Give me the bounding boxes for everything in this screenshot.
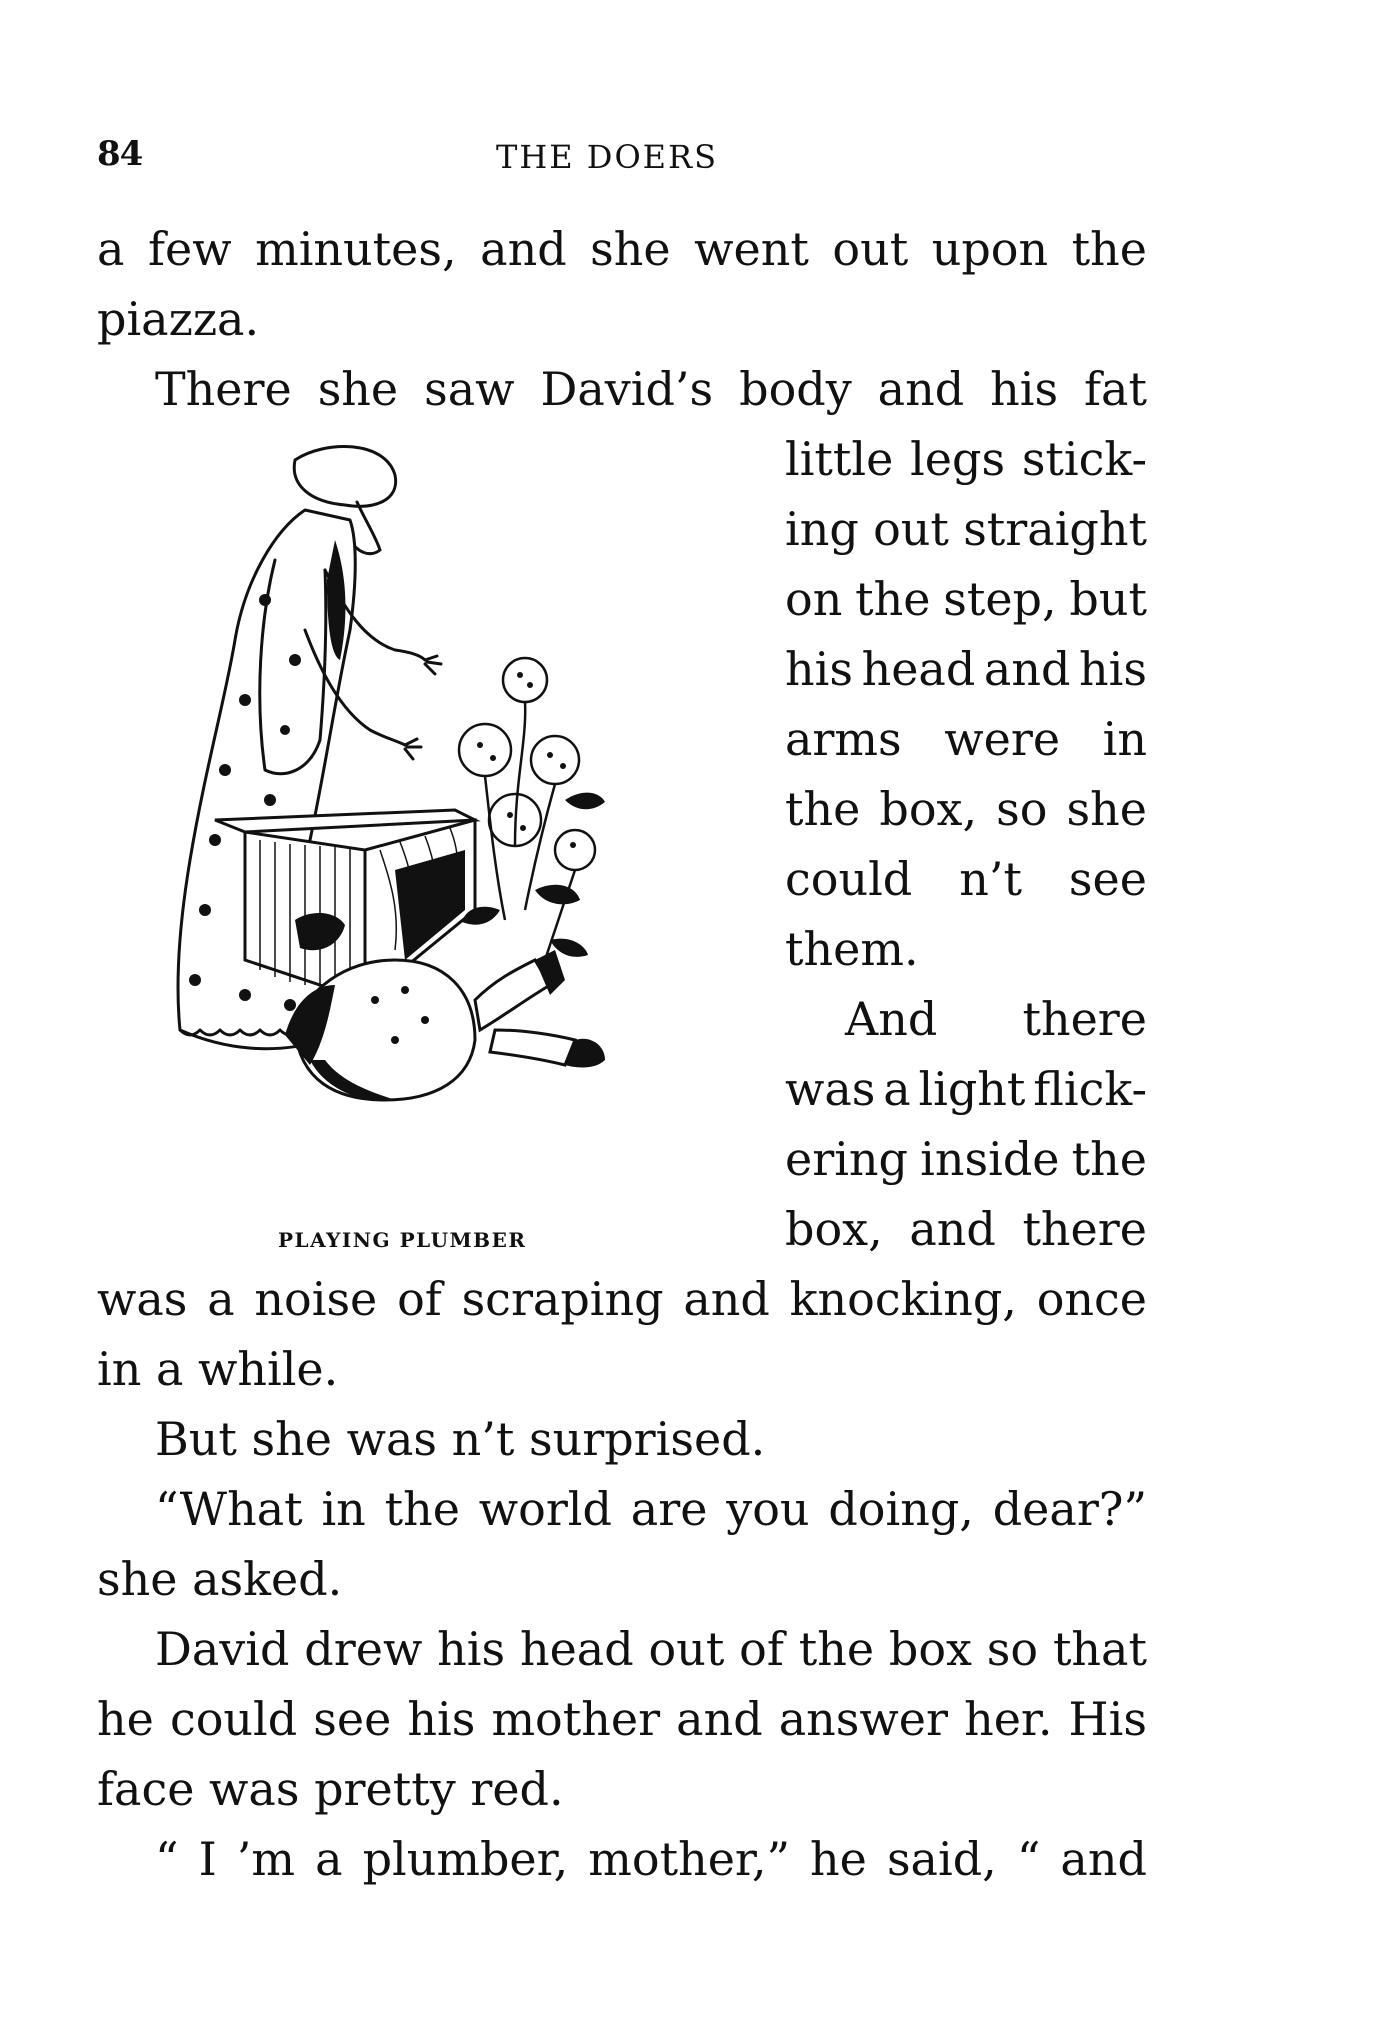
- word: you: [726, 1482, 810, 1536]
- word: the: [384, 1482, 460, 1536]
- word: out: [873, 502, 949, 556]
- word: was: [785, 1062, 876, 1116]
- word: his: [407, 1692, 476, 1746]
- word: knocking,: [789, 1272, 1017, 1326]
- word: step,: [943, 572, 1057, 626]
- word: his: [990, 362, 1059, 416]
- word: out: [648, 1622, 725, 1676]
- word: box,: [785, 1202, 883, 1256]
- word: a: [883, 1062, 911, 1116]
- text-line: [97, 1264, 1147, 1334]
- illustration-drawing: [95, 440, 755, 1200]
- word: could: [785, 852, 913, 906]
- word: she: [590, 222, 671, 276]
- word: the: [1071, 1132, 1147, 1186]
- text-line: [155, 1824, 1147, 1894]
- word: His: [1068, 1692, 1147, 1746]
- word: legs: [910, 432, 1006, 486]
- word: see: [1068, 852, 1147, 906]
- text-line: [785, 564, 1147, 634]
- illustration-playing-plumber: [95, 440, 755, 1200]
- word: in: [1102, 712, 1147, 766]
- word: n’t: [959, 852, 1022, 906]
- word: scraping: [461, 1272, 664, 1326]
- word: the: [1071, 222, 1147, 276]
- word: and: [983, 642, 1071, 696]
- word: that: [1052, 1622, 1147, 1676]
- word: the: [785, 782, 861, 836]
- word: was: [97, 1272, 188, 1326]
- text-line: face was pretty red.: [97, 1762, 564, 1816]
- word: his: [1079, 642, 1147, 696]
- word: see: [313, 1692, 392, 1746]
- word: David: [155, 1622, 290, 1676]
- word: minutes,: [255, 222, 457, 276]
- text-line: [155, 1474, 1147, 1544]
- word: world: [478, 1482, 612, 1536]
- text-line: piazza.: [97, 292, 260, 346]
- word: so: [996, 782, 1048, 836]
- word: arms: [785, 712, 902, 766]
- word: and: [877, 362, 965, 416]
- word: And: [845, 992, 938, 1046]
- word: and: [1060, 1832, 1147, 1886]
- text-line: [155, 1614, 1147, 1684]
- word: I: [198, 1832, 217, 1886]
- word: his: [785, 642, 853, 696]
- word: David’s: [540, 362, 714, 416]
- word: doing,: [828, 1482, 974, 1536]
- text-line: [97, 1684, 1147, 1754]
- word: once: [1036, 1272, 1147, 1326]
- illustration-caption: PLAYING PLUMBER: [278, 1228, 527, 1252]
- word: there: [1022, 1202, 1147, 1256]
- word: are: [630, 1482, 708, 1536]
- text-line: in a while.: [97, 1342, 339, 1396]
- word: mother,”: [588, 1832, 790, 1886]
- text-line: But she was n’t surprised.: [155, 1412, 766, 1466]
- word: upon: [931, 222, 1049, 276]
- word: his: [437, 1622, 506, 1676]
- word: head: [861, 642, 976, 696]
- word: “: [155, 1832, 179, 1886]
- word: inside: [920, 1132, 1060, 1186]
- text-line: [785, 1124, 1147, 1194]
- word: the: [855, 572, 931, 626]
- word: of: [739, 1622, 784, 1676]
- running-head: THE DOERS: [496, 138, 719, 176]
- word: and: [909, 1202, 996, 1256]
- word: drew: [304, 1622, 423, 1676]
- word: noise: [254, 1272, 378, 1326]
- text-line: them.: [785, 922, 919, 976]
- word: light: [918, 1062, 1026, 1116]
- text-line: [785, 424, 1147, 494]
- word: and: [480, 222, 567, 276]
- text-line: [785, 774, 1147, 844]
- word: ering: [785, 1132, 908, 1186]
- text-line: [97, 214, 1147, 284]
- word: box: [888, 1622, 972, 1676]
- text-line: [785, 494, 1147, 564]
- word: of: [397, 1272, 442, 1326]
- word: body: [739, 362, 852, 416]
- word: “: [1016, 1832, 1041, 1886]
- word: There: [155, 362, 292, 416]
- word: a: [207, 1272, 235, 1326]
- word: dear?”: [992, 1482, 1147, 1536]
- word: on: [785, 572, 843, 626]
- word: so: [986, 1622, 1039, 1676]
- word: went: [694, 222, 809, 276]
- word: a: [315, 1832, 343, 1886]
- word: a: [97, 222, 125, 276]
- text-line: [785, 634, 1147, 704]
- text-line: she asked.: [97, 1552, 343, 1606]
- word: ’m: [236, 1832, 296, 1886]
- word: but: [1069, 572, 1147, 626]
- word: head: [519, 1622, 634, 1676]
- text-line: [155, 354, 1147, 424]
- word: he: [97, 1692, 154, 1746]
- word: plumber,: [362, 1832, 569, 1886]
- word: box,: [879, 782, 978, 836]
- page-header: [0, 134, 1386, 184]
- word: could: [169, 1692, 298, 1746]
- text-line: [785, 704, 1147, 774]
- word: straight: [963, 502, 1147, 556]
- word: she: [317, 362, 399, 416]
- word: fat: [1084, 362, 1147, 416]
- word: were: [944, 712, 1061, 766]
- word: saw: [424, 362, 515, 416]
- word: mother: [491, 1692, 661, 1746]
- word: out: [832, 222, 909, 276]
- text-line: [785, 844, 1147, 914]
- word: and: [683, 1272, 770, 1326]
- word: her.: [964, 1692, 1053, 1746]
- word: in: [321, 1482, 366, 1536]
- word: stick-: [1021, 432, 1147, 486]
- text-line: [785, 1054, 1147, 1124]
- word: few: [147, 222, 232, 276]
- text-line: [785, 1194, 1147, 1264]
- word: flick-: [1033, 1062, 1147, 1116]
- word: “What: [155, 1482, 303, 1536]
- word: he: [810, 1832, 867, 1886]
- word: and: [676, 1692, 763, 1746]
- word: answer: [778, 1692, 948, 1746]
- page-number: 84: [97, 134, 143, 174]
- text-line: [845, 984, 1147, 1054]
- word: she: [1066, 782, 1147, 836]
- word: the: [798, 1622, 875, 1676]
- word: ing: [785, 502, 859, 556]
- word: said,: [886, 1832, 997, 1886]
- word: little: [785, 432, 894, 486]
- word: there: [1022, 992, 1147, 1046]
